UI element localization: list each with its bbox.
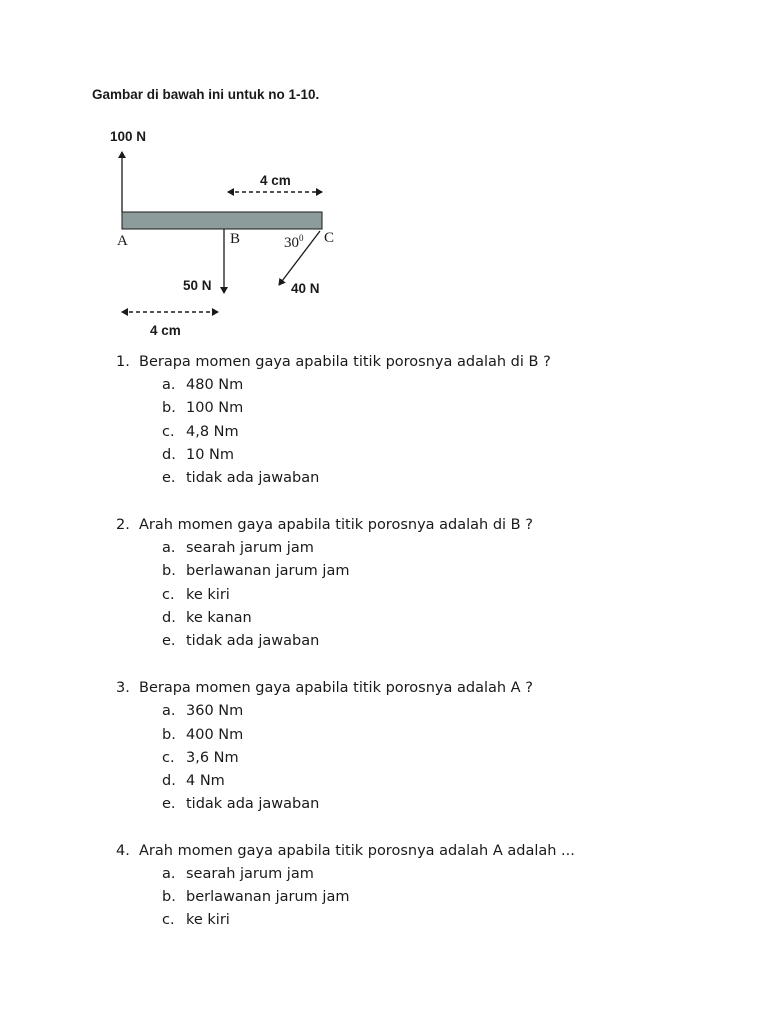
option-text: ke kiri	[186, 587, 230, 603]
option-text: 360 Nm	[186, 703, 244, 719]
option-letter: a.	[162, 540, 176, 556]
option-text: berlawanan jarum jam	[186, 889, 350, 905]
point-label-b: B	[230, 231, 241, 247]
point-label-a: A	[117, 233, 128, 249]
option-text: 480 Nm	[186, 377, 244, 393]
option-text: 4,8 Nm	[186, 424, 239, 440]
beam	[122, 212, 322, 229]
distance-label-bottom: 4 cm	[150, 323, 181, 338]
option-text: ke kiri	[186, 912, 230, 928]
option-text: searah jarum jam	[186, 866, 314, 882]
question-text: Berapa momen gaya apabila titik porosnya adalah di B ?	[139, 354, 551, 370]
option-letter: a.	[162, 866, 176, 882]
option-text: 100 Nm	[186, 400, 244, 416]
question-number: 4.	[116, 843, 130, 859]
question-text: Arah momen gaya apabila titik porosnya adalah A adalah ...	[139, 843, 575, 859]
option-letter: a.	[162, 377, 176, 393]
option-letter: d.	[162, 447, 176, 463]
option-letter: b.	[162, 889, 176, 905]
option-letter: c.	[162, 750, 175, 766]
option-letter: e.	[162, 633, 176, 649]
option-text: tidak ada jawaban	[186, 796, 320, 812]
force-label-c: 40 N	[291, 281, 320, 296]
force-label-a: 100 N	[110, 129, 147, 144]
force-label-b: 50 N	[183, 278, 212, 293]
option-letter: b.	[162, 563, 176, 579]
question-number: 2.	[116, 517, 130, 533]
question-number: 1.	[116, 354, 130, 370]
option-letter: e.	[162, 470, 176, 486]
option-text: berlawanan jarum jam	[186, 563, 350, 579]
question-text: Berapa momen gaya apabila titik porosnya adalah A ?	[139, 680, 533, 696]
distance-label-top: 4 cm	[260, 173, 291, 188]
option-letter: b.	[162, 727, 176, 743]
option-text: tidak ada jawaban	[186, 470, 320, 486]
option-text: searah jarum jam	[186, 540, 314, 556]
option-text: tidak ada jawaban	[186, 633, 320, 649]
page-heading: Gambar di bawah ini untuk no 1-10.	[92, 87, 320, 102]
option-letter: d.	[162, 610, 176, 626]
option-text: 400 Nm	[186, 727, 244, 743]
option-text: 4 Nm	[186, 773, 225, 789]
option-text: 3,6 Nm	[186, 750, 239, 766]
option-letter: c.	[162, 424, 175, 440]
question-text: Arah momen gaya apabila titik porosnya adalah di B ?	[139, 517, 533, 533]
option-text: 10 Nm	[186, 447, 235, 463]
option-letter: c.	[162, 912, 175, 928]
option-letter: a.	[162, 703, 176, 719]
option-letter: e.	[162, 796, 176, 812]
beam-force-diagram	[0, 0, 768, 345]
point-label-c: C	[324, 230, 335, 246]
question-number: 3.	[116, 680, 130, 696]
option-letter: c.	[162, 587, 175, 603]
angle-label: $30^0$	[284, 233, 304, 251]
option-text: ke kanan	[186, 610, 252, 626]
option-letter: d.	[162, 773, 176, 789]
option-letter: b.	[162, 400, 176, 416]
